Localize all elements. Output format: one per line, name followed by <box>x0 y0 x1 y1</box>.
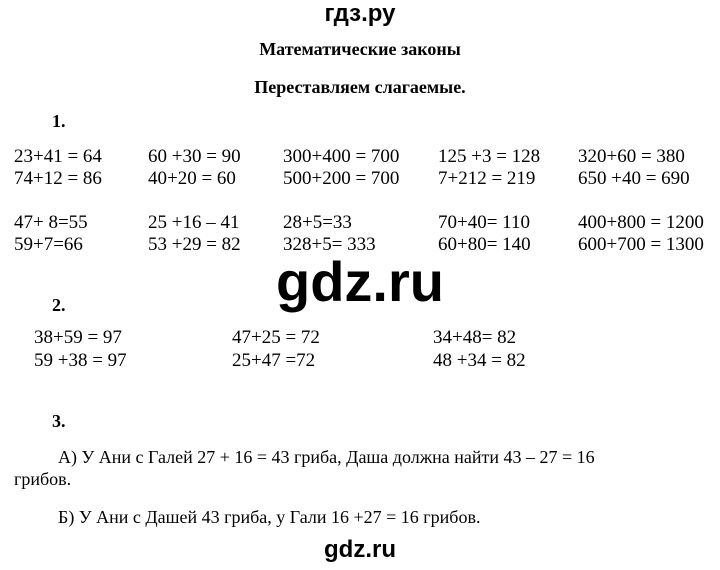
equation: 47+ 8=55 <box>14 212 88 233</box>
equation: 500+200 = 700 <box>283 168 400 189</box>
equation: 59 +38 = 97 <box>34 350 127 371</box>
answer-a-continuation: грибов. <box>14 469 72 489</box>
equation: 25 +16 – 41 <box>148 212 240 233</box>
equation: 7+212 = 219 <box>438 168 536 189</box>
equation: 25+47 =72 <box>232 350 316 371</box>
equation: 400+800 = 1200 <box>578 212 704 233</box>
equation: 28+5=33 <box>283 212 352 233</box>
answer-b-line: Б) У Ани с Дашей 43 гриба, у Гали 16 +27 = 16 грибов. <box>58 507 481 527</box>
equation: 600+700 = 1300 <box>578 234 704 255</box>
equation: 48 +34 = 82 <box>433 350 526 371</box>
equation: 70+40= 110 <box>438 212 530 233</box>
page-subtitle: Переставляем слагаемые. <box>254 77 466 97</box>
equation: 328+5= 333 <box>283 234 376 255</box>
equation: 320+60 = 380 <box>578 146 685 167</box>
equation: 650 +40 = 690 <box>578 168 690 189</box>
equation: 60+80= 140 <box>438 234 531 255</box>
task-3-number: 3. <box>52 411 66 431</box>
task-1-number: 1. <box>52 111 66 131</box>
equation: 60 +30 = 90 <box>148 146 241 167</box>
answer-a-line: А) У Ани с Галей 27 + 16 = 43 гриба, Даша должна найти 43 – 27 = 16 <box>58 447 595 467</box>
equation: 47+25 = 72 <box>232 327 320 348</box>
equation: 40+20 = 60 <box>148 168 236 189</box>
equation: 125 +3 = 128 <box>438 146 541 167</box>
watermark-logo: gdz.ru <box>276 250 444 313</box>
site-logo-bottom: gdz.ru <box>324 536 396 563</box>
equation: 59+7=66 <box>14 234 83 255</box>
page-title: Математические законы <box>259 39 461 59</box>
equation: 38+59 = 97 <box>34 327 122 348</box>
task-2-number: 2. <box>52 295 66 315</box>
equation: 74+12 = 86 <box>14 168 102 189</box>
site-logo-top: гдз.ру <box>324 0 396 27</box>
equation: 300+400 = 700 <box>283 146 400 167</box>
equation: 34+48= 82 <box>433 327 517 348</box>
equation: 53 +29 = 82 <box>148 234 241 255</box>
equation: 23+41 = 64 <box>14 146 102 167</box>
